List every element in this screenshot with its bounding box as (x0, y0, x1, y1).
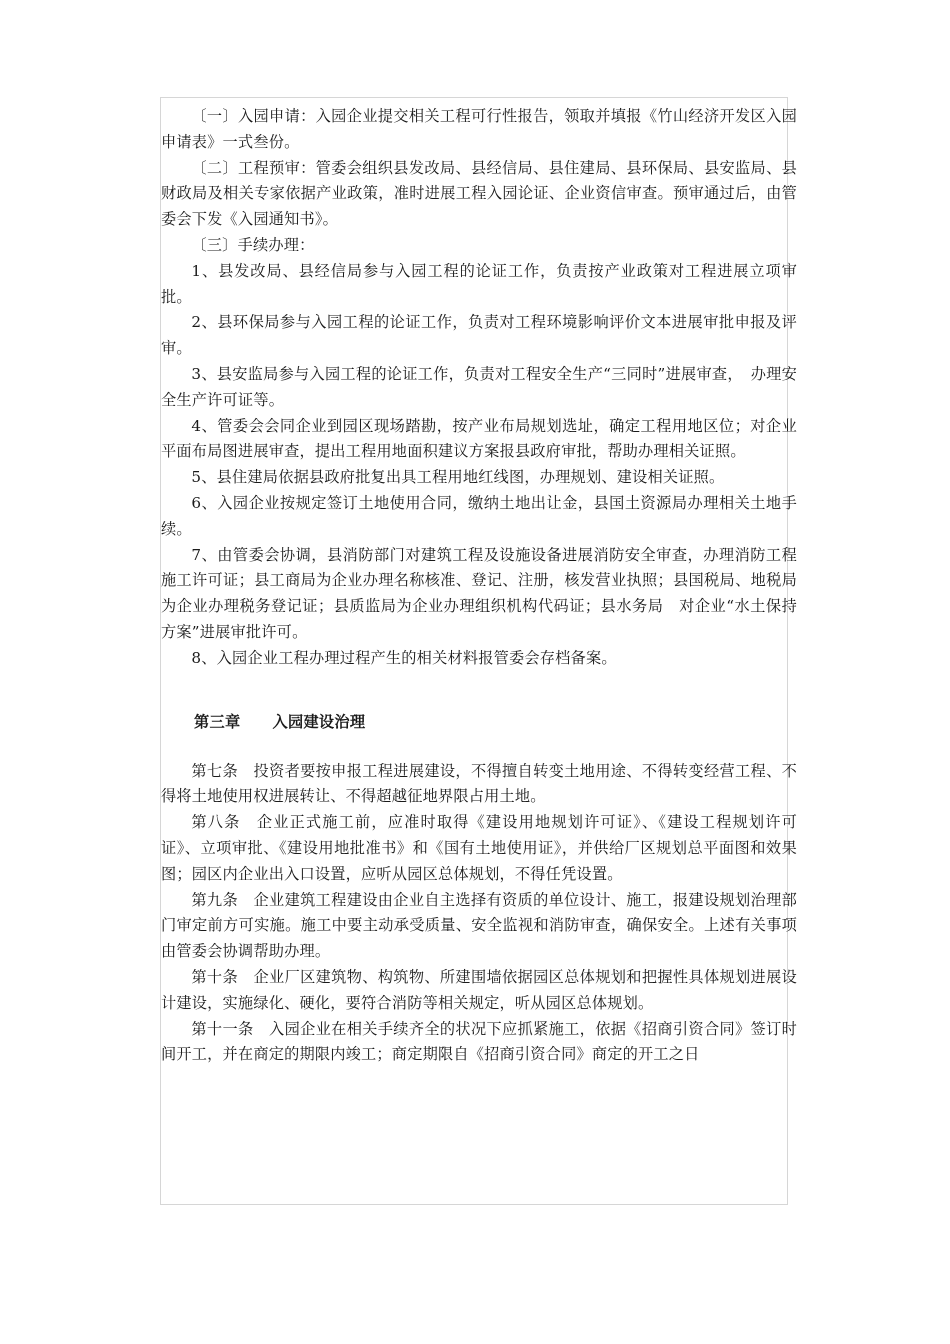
paragraph: 8、入园企业工程办理过程产生的相关材料报管委会存档备案。 (191, 648, 617, 667)
chapter-title: 入园建设治理 (272, 712, 366, 731)
article-paragraph: 第十条 企业厂区建筑物、构筑物、所建围墙依据园区总体规划和把握性具体规划进展设计建设，实施绿化、硬化，要符合消防等相关规定，听从园区总体规划。 (161, 967, 797, 1012)
paragraph: 1、县发改局、县经信局参与入园工程的论证工作，负责按产业政策对工程进展立项审批。 (161, 261, 797, 306)
paragraph: 〔三〕手续办理： (191, 235, 315, 254)
paragraph: 〔一〕入园申请：入园企业提交相关工程可行性报告，领取并填报《竹山经济开发区入园申请表》一式叁份。 (161, 107, 797, 151)
article-paragraph: 第九条 企业建筑工程建设由企业自主选择有资质的单位设计、施工，报建设规划治理部门审定前方可实施。施工中要主动承受质量、安全监视和消防审查，确保安全。上述有关事项由管委会协调帮助办理。 (161, 890, 797, 961)
section-spacer (161, 735, 797, 759)
paragraph: 2、县环保局参与入园工程的论证工作，负责对工程环境影响评价文本进展审批申报及评审。 (161, 313, 797, 358)
chapter-number: 第三章 (194, 712, 241, 731)
article-paragraph: 第八条 企业正式施工前，应准时取得《建设用地规划许可证》、《建设工程规划许可证》、立项审批、《建设用地批准书》和《国有土地使用证》，并供给厂区规划总平面图和效果图；园区内企业出入口设置，应听从园区总体规划，不得任凭设置。 (161, 813, 797, 883)
paragraph: 6、入园企业按规定签订土地使用合同，缴纳土地出让金，县国土资源局办理相关土地手续。 (161, 493, 797, 538)
paragraph: 〔二〕工程预审：管委会组织县发改局、县经信局、县住建局、县环保局、县安监局、县财政局及相关专家依据产业政策，准时进展工程入园论证、企业资信审查。预审通过后，由管委会下发《入园通知书》。 (161, 158, 797, 229)
paragraph: 7、由管委会协调，县消防部门对建筑工程及设施设备进展消防安全审查，办理消防工程施工许可证；县工商局为企业办理名称核准、登记、注册，核发营业执照；县国税局、地税局为企业办理税务登记证；县质监局为企业办理组织机构代码证；县水务局 对企业“水土保持方案”进展审批许可。 (161, 545, 797, 641)
section-spacer (161, 672, 797, 709)
paragraph: 4、管委会会同企业到园区现场踏勘，按产业布局规划选址，确定工程用地区位；对企业平面布局图进展审查，提出工程用地面积建议方案报县政府审批，帮助办理相关证照。 (161, 416, 797, 461)
paragraph: 3、县安监局参与入园工程的论证工作，负责对工程安全生产“三同时”进展审查， 办理安全生产许可证等。 (161, 364, 797, 409)
document-body (161, 104, 797, 1068)
chapter-heading (161, 709, 797, 735)
article-paragraph: 第七条 投资者要按申报工程进展建设，不得擅自转变土地用途、不得转变经营工程、不得将土地使用权进展转让、不得超越征地界限占用土地。 (161, 761, 797, 806)
article-paragraph: 第十一条 入园企业在相关手续齐全的状况下应抓紧施工，依据《招商引资合同》签订时间开工，并在商定的期限内竣工；商定期限自《招商引资合同》商定的开工之日 (161, 1019, 797, 1064)
paragraph: 5、县住建局依据县政府批复出具工程用地红线图，办理规划、建设相关证照。 (191, 468, 725, 487)
